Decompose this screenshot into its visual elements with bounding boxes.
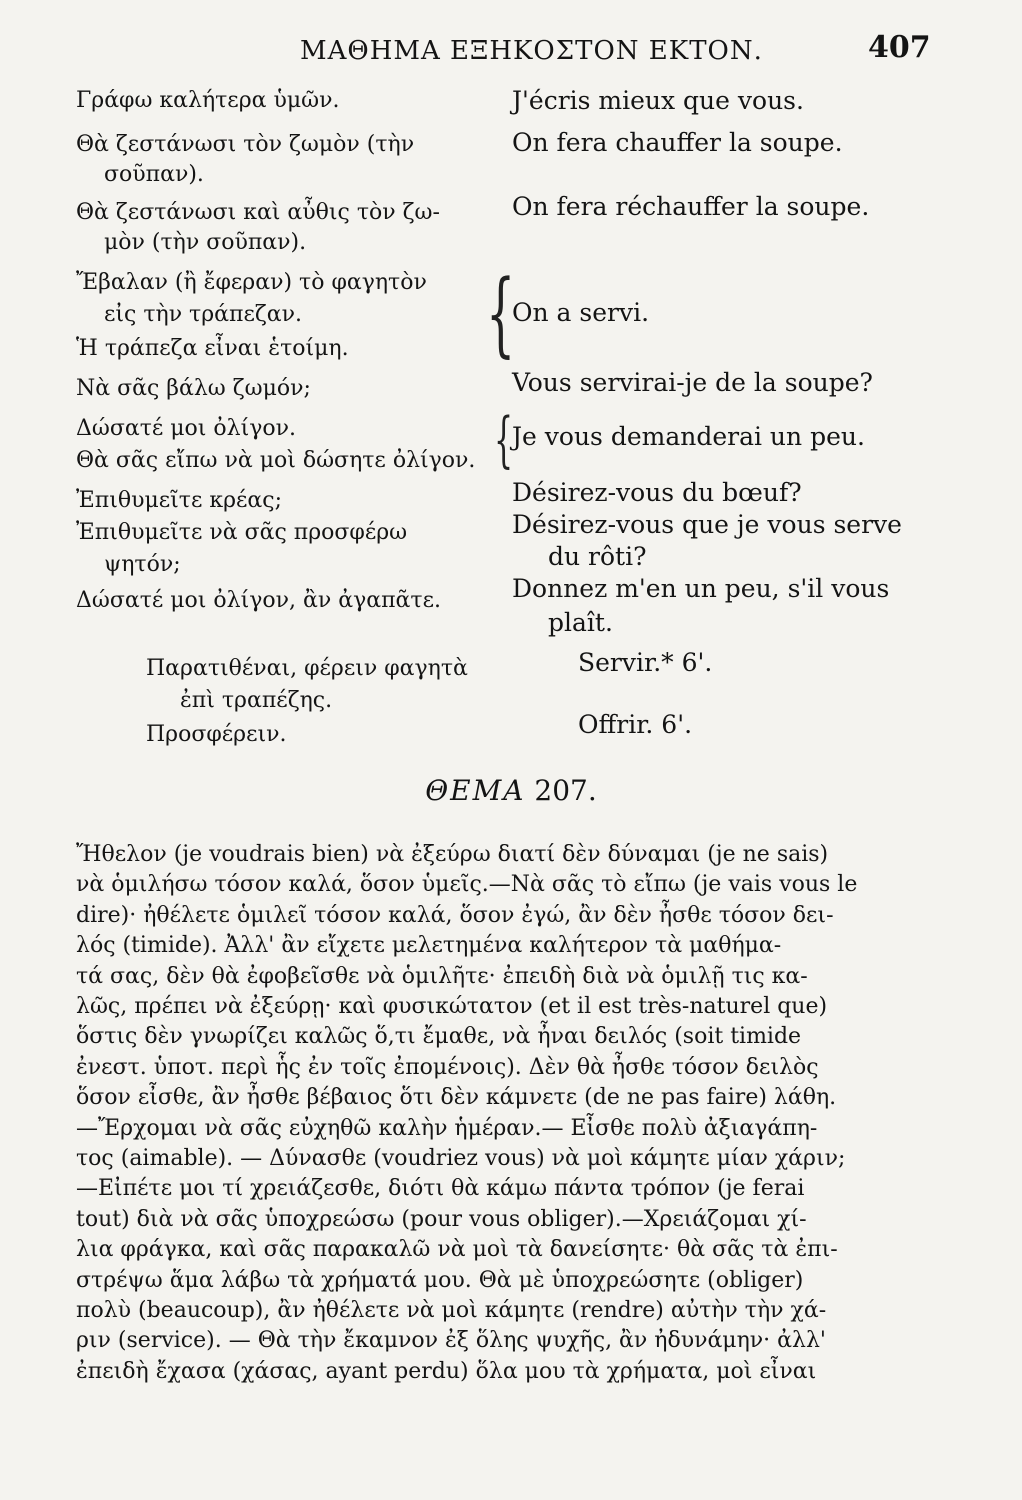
exercise-line: λῶς, πρέπει νὰ ἐξεύρῃ· καὶ φυσικώτατον (et il est très-naturel que) — [76, 994, 828, 1019]
vocab-greek-line: Προσφέρειν. — [146, 722, 287, 747]
greek-line: σοῦπαν). — [104, 162, 204, 187]
vocab-greek-line: ἐπὶ τραπέζης. — [180, 688, 333, 713]
french-line: Désirez-vous que je vous serve — [512, 510, 902, 539]
greek-line: Ἐπιθυμεῖτε νὰ σᾶς προσφέρω — [76, 520, 408, 545]
greek-line: μὸν (τὴν σοῦπαν). — [104, 230, 307, 255]
exercise-line: ἐνεστ. ὑποτ. περὶ ἧς ἐν τοῖς ἐπομένοις). Δὲν θὰ ἦσθε τόσον δειλὸς — [76, 1055, 819, 1080]
exercise-line: τος (aimable). — Δύνασθε (voudriez vous) νὰ μοὶ κάμητε μίαν χάριν; — [76, 1146, 846, 1171]
exercise-line: ὅσον εἶσθε, ἂν ἦσθε βέβαιος ὅτι δὲν κάμνετε (de ne pas faire) λάθη. — [76, 1085, 837, 1110]
exercise-line: ριν (service). — Θὰ τὴν ἔκαμνον ἐξ ὅλης ψυχῆς, ἂν ἠδυνάμην· ἀλλ' — [76, 1328, 826, 1353]
greek-line: Δώσατέ μοι ὀλίγον, ἂν ἀγαπᾶτε. — [76, 588, 441, 613]
brace-glyph: { — [494, 405, 514, 475]
greek-line: Θὰ ζεστάνωσι καὶ αὖθις τὸν ζω- — [76, 200, 440, 225]
exercise-line: dire)· ἠθέλετε ὁμιλεῖ τόσον καλά, ὅσον ἐγώ, ἂν δὲν ἦσθε τόσον δει- — [76, 903, 834, 928]
greek-line: Θὰ ζεστάνωσι τὸν ζωμὸν (τὴν — [76, 132, 415, 157]
greek-line: Θὰ σᾶς εἴπω νὰ μοὶ δώσητε ὀλίγον. — [76, 448, 476, 473]
exercise-line: —Εἰπέτε μοι τί χρειάζεσθε, διότι θὰ κάμω πάντα τρόπον (je ferai — [76, 1176, 805, 1201]
greek-line: Δώσατέ μοι ὀλίγον. — [76, 416, 296, 441]
french-line: Désirez-vous du bœuf? — [512, 478, 802, 507]
exercise-line: νὰ ὁμιλήσω τόσον καλά, ὅσον ὑμεῖς.—Νὰ σᾶς τὸ εἴπω (je vais vous le — [76, 872, 858, 897]
exercise-line: tout) διὰ νὰ σᾶς ὑποχρεώσω (pour vous obliger).—Χρειάζομαι χί- — [76, 1207, 807, 1232]
exercise-line: ὅστις δὲν γνωρίζει καλῶς ὅ,τι ἔμαθε, νὰ ἦναι δειλός (soit timide — [76, 1024, 802, 1049]
french-line: plaît. — [548, 608, 613, 637]
greek-line: Νὰ σᾶς βάλω ζωμόν; — [76, 376, 311, 401]
vocab-french: Servir.* 6'. — [578, 648, 713, 677]
french-line: Vous servirai-je de la soupe? — [512, 368, 873, 397]
greek-line: Ἐπιθυμεῖτε κρέας; — [76, 488, 283, 513]
vocab-greek-line: Παρατιθέναι, φέρειν φαγητὰ — [146, 656, 468, 681]
exercise-line: —Ἔρχομαι νὰ σᾶς εὐχηθῶ καλὴν ἡμέραν.— Εἶσθε πολὺ ἀξιαγάπη- — [76, 1116, 818, 1141]
french-line: On a servi. — [512, 298, 650, 327]
running-title: ΜΑΘΗΜΑ ΕΞΗΚΟΣΤΟΝ ΕΚΤΟΝ. — [300, 36, 763, 66]
exercise-line: λός (timide). Ἀλλ' ἂν εἴχετε μελετημένα καλήτερον τὰ μαθήμα- — [76, 933, 782, 958]
french-line: On fera réchauffer la soupe. — [512, 192, 870, 221]
greek-line: Ἔβαλαν (ἢ ἔφεραν) τὸ φαγητὸν — [76, 270, 427, 295]
french-line: J'écris mieux que vous. — [512, 86, 804, 115]
theme-word: ΘΕΜΑ — [425, 774, 526, 807]
french-line: Donnez m'en un peu, s'il vous — [512, 574, 890, 603]
greek-line: Γράφω καλήτερα ὑμῶν. — [76, 88, 340, 113]
french-line: On fera chauffer la soupe. — [512, 128, 843, 157]
greek-line: ψητόν; — [104, 552, 181, 577]
theme-heading — [0, 774, 1022, 807]
brace-glyph: { — [486, 260, 516, 367]
vocab-french: Offrir. 6'. — [578, 710, 693, 739]
exercise-line: πολὺ (beaucoup), ἂν ἠθέλετε νὰ μοὶ κάμητε (rendre) αὐτὴν τὴν χά- — [76, 1298, 827, 1323]
exercise-line: στρέψω ἅμα λάβω τὰ χρήματά μου. Θὰ μὲ ὑποχρεώσητε (obliger) — [76, 1268, 804, 1293]
theme-number: 207. — [534, 774, 597, 807]
exercise-line: ἐπειδὴ ἔχασα (χάσας, ayant perdu) ὅλα μου τὰ χρήματα, μοὶ εἶναι — [76, 1359, 817, 1384]
exercise-line: τά σας, δὲν θὰ ἐφοβεῖσθε νὰ ὁμιλῆτε· ἐπειδὴ διὰ νὰ ὁμιλῇ τις κα- — [76, 964, 808, 989]
page-number: 407 — [868, 30, 931, 65]
page-header — [0, 30, 1022, 78]
french-line: Je vous demanderai un peu. — [512, 422, 865, 451]
french-line: du rôti? — [548, 542, 647, 571]
greek-line: εἰς τὴν τράπεζαν. — [104, 302, 303, 327]
greek-line: Ἡ τράπεζα εἶναι ἑτοίμη. — [76, 336, 349, 361]
exercise-line: λια φράγκα, καὶ σᾶς παρακαλῶ νὰ μοὶ τὰ δανείσητε· θὰ σᾶς τὰ ἐπι- — [76, 1237, 838, 1262]
exercise-line: Ἤθελον (je voudrais bien) νὰ ἐξεύρω διατί δὲν δύναμαι (je ne sais) — [76, 842, 829, 867]
